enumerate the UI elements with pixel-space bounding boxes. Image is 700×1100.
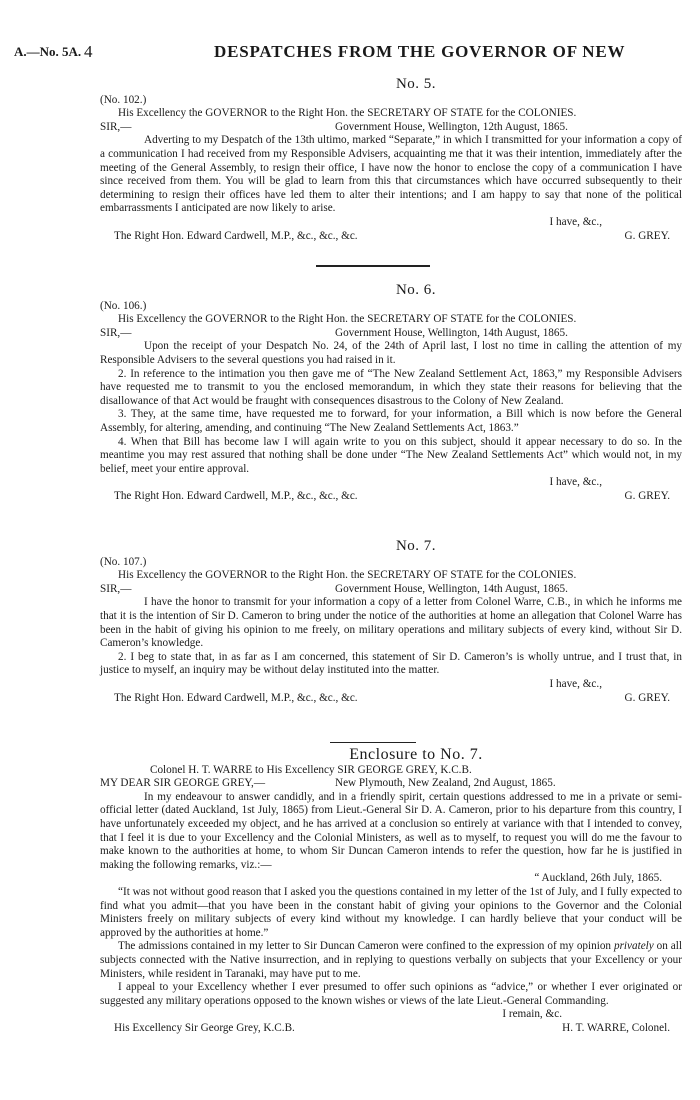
body-paragraph: In my endeavour to answer candidly, and in a friendly spirit, certain questions addressed to me in a private or semi-official letter (dated Auckland, 1st July, 1865) from Lieut.-General Sir D. A. Cameron, prior to his departure from this country, I have unfortunately exceeded my object, and he has arrived at a conclusion so entirely at variance with that I intended to convey, that I feel it is due to your Excellency and the Colonial Ministers, as well as to myself, to request you will do me the favour to make known to the authorities at home, to whom Sir Duncan Cameron intends to refer the question, how far he is justified in making the following remarks, viz.:—	[100, 790, 682, 871]
section-divider	[330, 742, 416, 743]
despatch-heading: No. 7.	[395, 538, 437, 554]
salutation-row	[100, 327, 682, 341]
salutation-row	[100, 121, 682, 135]
body-paragraph: 2. I beg to state that, in as far as I am concerned, this statement of Sir D. Cameron’s is wholly untrue, and I trust that, in justice to myself, an inquiry may be without delay instituted into the matter.	[100, 650, 682, 677]
signature-row	[100, 692, 682, 706]
paper-reference: A.—No. 5A.	[14, 44, 82, 59]
quoted-paragraph: “It was not without good reason that I asked you the questions contained in my letter of the 1st of July, and I fully expected to find what you admit—that you have been in the constant habit of giving your opinions to the Governor and the Colonial Ministers freely on military subjects of every kind without my knowledge. I can hardly believe that your conduct will be approved by the authorities at home.”	[100, 885, 682, 939]
despatch-no7	[100, 540, 682, 706]
enclosure-address-line: Colonel H. T. WARRE to His Excellency SIR GEORGE GREY, K.C.B.	[150, 763, 472, 776]
salutation: SIR,—	[100, 582, 132, 595]
body-paragraph: Upon the receipt of your Despatch No. 24, of the 24th of April last, I lost no time in calling the attention of my Responsible Advisers to the several questions you had raised in it.	[100, 340, 682, 366]
signature: G. GREY.	[624, 489, 670, 502]
body-paragraph: 4. When that Bill has become law I will again write to you on this subject, should it appear necessary to do so. In the meantime you may rest assured that nothing shall be done under “The New Zealand Settlements Act” which would not, in my belief, meet your entire approval.	[100, 435, 682, 475]
signature: H. T. WARRE, Colonel.	[562, 1021, 670, 1034]
despatch-heading: No. 6.	[395, 282, 437, 298]
closing: I remain, &c.	[502, 1008, 562, 1021]
despatch-ref: (No. 107.)	[100, 555, 147, 568]
salutation-row	[100, 583, 682, 597]
body-paragraph: I have the honor to transmit for your information a copy of a letter from Colonel Warre, C.B., in which he informs me that it is the intention of Sir D. Cameron to bring under the notice of the authorities at home an allegation that Colonel Warre has been in the habit of giving his opinion to me freely, on military operations and military subjects of every kind, without Sir D. Cameron’s knowledge.	[100, 596, 682, 650]
despatch-address-line: His Excellency the GOVERNOR to the Right Hon. the SECRETARY OF STATE for the COLONIES.	[118, 569, 577, 582]
addressee: His Excellency Sir George Grey, K.C.B.	[114, 1021, 295, 1034]
closing: I have, &c.,	[549, 677, 602, 690]
section-divider	[316, 265, 430, 267]
running-title: DESPATCHES FROM THE GOVERNOR OF NEW	[214, 42, 626, 61]
signature-row	[100, 1022, 682, 1036]
despatch-address-line: His Excellency the GOVERNOR to the Right Hon. the SECRETARY OF STATE for the COLONIES.	[118, 107, 577, 120]
page-number: 4	[84, 42, 93, 61]
salutation: SIR,—	[100, 326, 132, 339]
addressee: The Right Hon. Edward Cardwell, M.P., &c., &c., &c.	[114, 229, 358, 242]
addressee: The Right Hon. Edward Cardwell, M.P., &c., &c., &c.	[114, 691, 358, 704]
closing: I have, &c.,	[549, 215, 602, 228]
body-paragraph: 2. In reference to the intimation you then gave me of “The New Zealand Settlement Act, 1863,” my Responsible Advisers have requested me to transmit to you the enclosed memorandum, in which they state their reasons for believing that the disallowance of that Act would be fraught with consequences disastrous to the Colony of New Zealand.	[100, 367, 682, 407]
signature: G. GREY.	[624, 229, 670, 242]
dateline: Government House, Wellington, 14th August, 1865.	[335, 326, 568, 339]
despatch-heading: No. 5.	[395, 76, 437, 92]
enclosure-no7	[100, 748, 682, 1036]
body-paragraph: I appeal to your Excellency whether I ever presumed to offer such opinions as “advice,” or whether I ever originated or suggested any military operations opposed to the known wishes or views of the late Lieut.-General Commanding.	[100, 981, 682, 1007]
dateline: Government House, Wellington, 12th August, 1865.	[335, 120, 568, 133]
quoted-dateline: “ Auckland, 26th July, 1865.	[534, 872, 662, 885]
body-paragraph: Adverting to my Despatch of the 13th ultimo, marked “Separate,” in which I transmitted for your information a copy of a communication I had received from my Responsible Advisers, acquainting me that it was their intention, immediately after the meeting of the General Assembly, to resign their office, I have now the honor to enclose the copy of a communication I have since received from them. You will be glad to learn from this that circumstances which have occurred subsequently to their determining to resign their offices have led them to alter their intentions; and I am happy to say that none of the political embarrassments I anticipated are now likely to arise.	[100, 134, 682, 215]
despatch-address-line: His Excellency the GOVERNOR to the Right Hon. the SECRETARY OF STATE for the COLONIES.	[118, 313, 577, 326]
body-paragraph: 3. They, at the same time, have requested me to forward, for your information, a Bill which is now before the General Assembly, for altering, amending, and continuing “The New Zealand Settlements Act, 1863.”	[100, 408, 682, 434]
salutation: SIR,—	[100, 120, 132, 133]
despatch-ref: (No. 106.)	[100, 299, 147, 312]
dateline: Government House, Wellington, 14th August, 1865.	[335, 582, 568, 595]
despatch-no5	[100, 78, 682, 244]
signature-row	[100, 230, 682, 244]
enclosure-heading: Enclosure to No. 7.	[349, 746, 483, 763]
closing: I have, &c.,	[549, 476, 602, 489]
dateline: New Plymouth, New Zealand, 2nd August, 1865.	[335, 777, 556, 790]
salutation-row	[100, 777, 682, 791]
signature-row	[100, 490, 682, 504]
signature: G. GREY.	[624, 691, 670, 704]
despatch-no6	[100, 284, 682, 504]
running-header	[14, 42, 686, 64]
salutation: MY DEAR SIR GEORGE GREY,—	[100, 777, 266, 790]
despatch-ref: (No. 102.)	[100, 93, 147, 106]
body-paragraph: The admissions contained in my letter to Sir Duncan Cameron were confined to the expression of my opinion privately on all subjects connected with the Native insurrection, and in replying to questions verbally on subjects that your Excellency or your Ministers, while resident in Taranaki, may have put to me.	[100, 940, 682, 980]
addressee: The Right Hon. Edward Cardwell, M.P., &c., &c., &c.	[114, 489, 358, 502]
